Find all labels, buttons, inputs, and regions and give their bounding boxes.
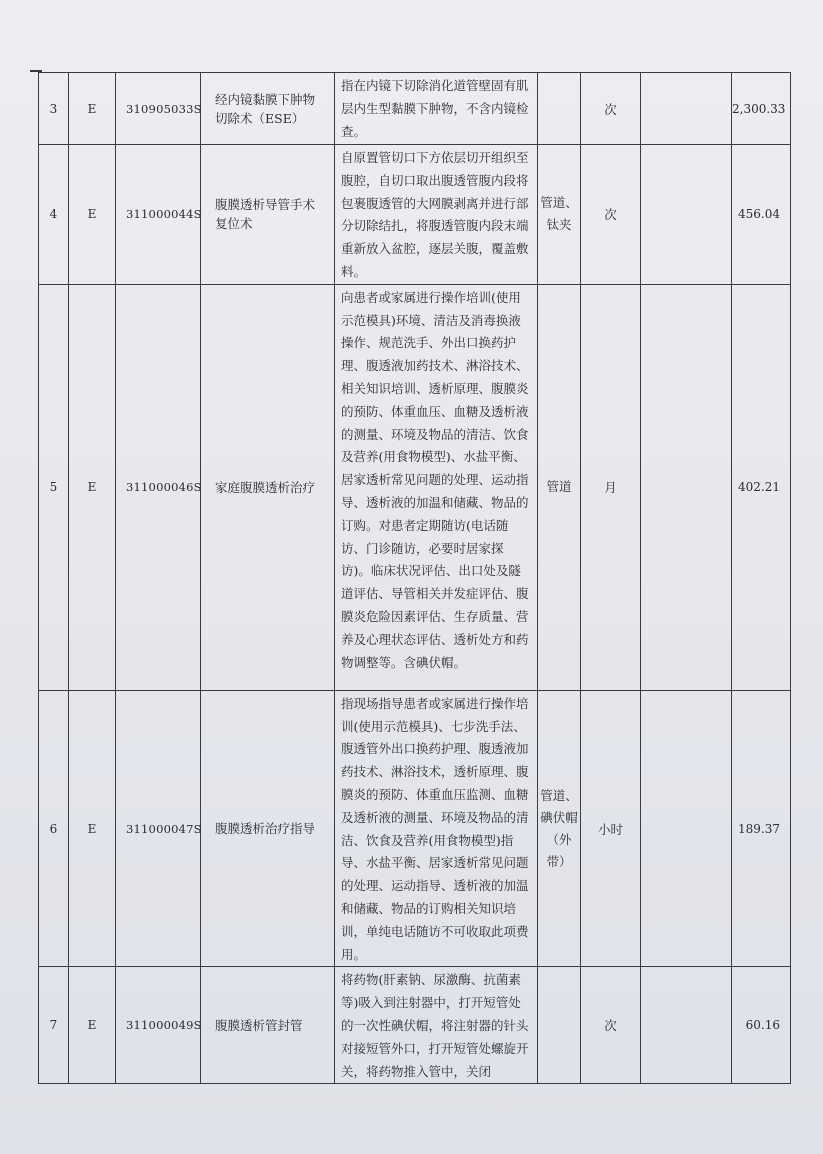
table-row (39, 284, 791, 690)
row-number: 7 (39, 967, 69, 1084)
row-code: 311000044S (116, 145, 201, 285)
row-note (641, 145, 732, 285)
row-note (641, 967, 732, 1084)
fee-item-table (38, 72, 791, 1084)
row-description: 将药物(肝素钠、尿激酶、抗菌素等)吸入到注射器中，打开短管处的一次性碘伏帽，将注射器的针头对接短管外口，打开短管处螺旋开关，将药物推入管中，关闭 (335, 967, 538, 1084)
row-category: E (69, 967, 116, 1084)
row-excluded-items: 管道 (538, 284, 581, 690)
row-note (641, 73, 732, 145)
row-excluded-items (538, 73, 581, 145)
row-unit: 小时 (581, 690, 641, 967)
row-number: 5 (39, 284, 69, 690)
row-description: 向患者或家属进行操作培训(使用示范模具)环境、清洁及消毒换液操作、规范洗手、外出口换药护理、腹透液加药技术、淋浴技术、相关知识培训、透析原理、腹膜炎的预防、体重血压、血糖及透析液的测量、环境及物品的清洁、饮食及营养(用食物模型)、水盐平衡、居家透析常见问题的处理、运动指导、透析液的加温和储藏、物品的订购。对患者定期随访(电话随访、门诊随访，必要时居家探访)。临床状况评估、出口处及隧道评估、导管相关并发症评估、腹膜炎危险因素评估、生存质量、营养及心理状态评估、透析处方和药物调整等。含碘伏帽。 (335, 284, 538, 690)
row-excluded-items (538, 967, 581, 1084)
row-unit: 次 (581, 967, 641, 1084)
row-note (641, 284, 732, 690)
row-excluded-items: 管道、碘伏帽（外带） (538, 690, 581, 967)
row-unit: 次 (581, 73, 641, 145)
row-category: E (69, 284, 116, 690)
row-code: 310905033S (116, 73, 201, 145)
row-price: 60.16 (732, 967, 791, 1084)
row-price: 402.21 (732, 284, 791, 690)
row-code: 311000047S (116, 690, 201, 967)
row-unit: 月 (581, 284, 641, 690)
row-category: E (69, 73, 116, 145)
row-code: 311000049S (116, 967, 201, 1084)
row-item-name: 腹膜透析导管手术复位术 (201, 145, 335, 285)
row-excluded-items: 管道、钛夹 (538, 145, 581, 285)
table-row (39, 145, 791, 285)
row-number: 4 (39, 145, 69, 285)
row-item-name: 经内镜黏膜下肿物切除术（ESE） (201, 73, 335, 145)
row-category: E (69, 690, 116, 967)
row-price: 456.04 (732, 145, 791, 285)
row-item-name: 家庭腹膜透析治疗 (201, 284, 335, 690)
table-row (39, 73, 791, 145)
row-category: E (69, 145, 116, 285)
row-item-name: 腹膜透析管封管 (201, 967, 335, 1084)
table-row (39, 690, 791, 967)
row-number: 3 (39, 73, 69, 145)
row-description: 指在内镜下切除消化道管壁固有肌层内生型黏膜下肿物，不含内镜检查。 (335, 73, 538, 145)
row-number: 6 (39, 690, 69, 967)
row-price: 2,300.33 (732, 73, 791, 145)
row-note (641, 690, 732, 967)
row-description: 指现场指导患者或家属进行操作培训(使用示范模具)、七步洗手法、腹透管外出口换药护理、腹透液加药技术、淋浴技术，透析原理、腹膜炎的预防、体重血压监测、血糖及透析液的测量、环境及物品的清洁、饮食及营养(用食物模型)指导、水盐平衡、居家透析常见问题的处理、运动指导、透析液的加温和储藏、物品的订购相关知识培训，单纯电话随访不可收取此项费用。 (335, 690, 538, 967)
table-row (39, 967, 791, 1084)
row-code: 311000046S (116, 284, 201, 690)
row-unit: 次 (581, 145, 641, 285)
row-description: 自原置管切口下方依层切开组织至腹腔，自切口取出腹透管腹内段将包裹腹透管的大网膜剥离并进行部分切除结扎，将腹透管腹内段末端重新放入盆腔，逐层关腹，覆盖敷料。 (335, 145, 538, 285)
row-price: 189.37 (732, 690, 791, 967)
row-item-name: 腹膜透析治疗指导 (201, 690, 335, 967)
